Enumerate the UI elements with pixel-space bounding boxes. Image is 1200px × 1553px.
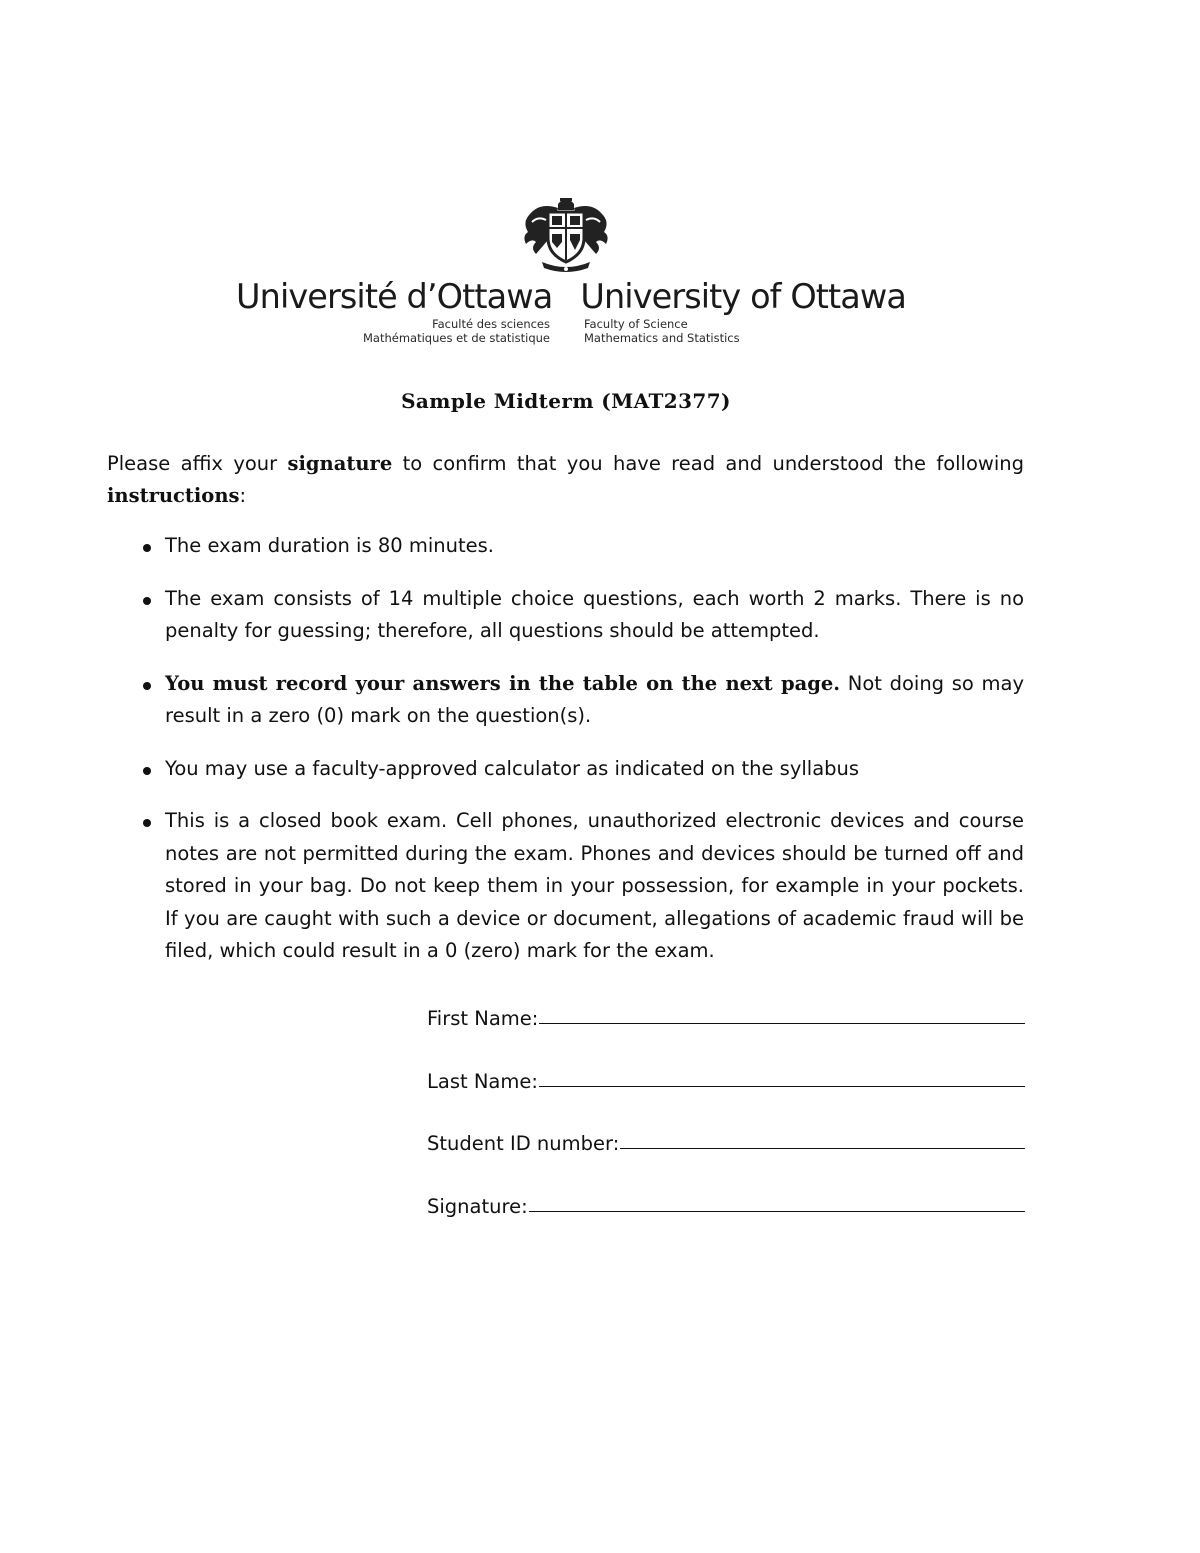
student-id-field[interactable]	[427, 1123, 1025, 1155]
intro-mid: to confirm that you have read and understood the following	[392, 452, 1024, 475]
department-en: Mathematics and Statistics	[584, 331, 740, 345]
faculty-fr-block	[330, 317, 550, 345]
student-id-label: Student ID number:	[427, 1132, 620, 1155]
department-fr: Mathématiques et de statistique	[363, 331, 550, 345]
signature-label: Signature:	[427, 1194, 528, 1218]
intro-bold-signature: signature	[287, 452, 393, 475]
instruction-bold-text: You must record your answers in the table on the next page.	[165, 671, 841, 695]
first-name-line[interactable]	[539, 1022, 1025, 1024]
intro-pre: Please affix your	[107, 452, 288, 475]
first-name-label: First Name:	[427, 1007, 539, 1030]
intro-bold-instructions: instructions	[107, 484, 240, 507]
student-id-line[interactable]	[620, 1147, 1025, 1149]
signature-line[interactable]	[529, 1210, 1025, 1212]
faculty-en-block	[584, 317, 804, 345]
last-name-line[interactable]	[539, 1085, 1025, 1087]
faculty-fr: Faculté des sciences	[432, 317, 550, 331]
last-name-label: Last Name:	[427, 1069, 538, 1093]
university-wordmark	[236, 272, 907, 320]
university-crest-icon	[518, 192, 614, 274]
first-name-field[interactable]	[427, 998, 1025, 1030]
instruction-item	[107, 530, 1024, 563]
student-info-fields	[427, 998, 1025, 1248]
last-name-field[interactable]	[427, 1061, 1025, 1093]
exam-title: Sample Midterm (MAT2377)	[401, 389, 731, 413]
instruction-text: Not doing so may result in a zero (0) mark on the question(s).	[165, 671, 1024, 727]
instruction-item	[107, 753, 1024, 786]
instruction-text: The exam consists of 14 multiple choice questions, each worth 2 marks. There is no penalty for guessing; therefore, all questions should be attempted.	[165, 586, 1024, 642]
instruction-item	[107, 805, 1024, 968]
university-name-fr: Université d’Ottawa	[236, 276, 553, 316]
instruction-text: You may use a faculty-approved calculator as indicated on the syllabus	[165, 756, 860, 780]
instruction-text: This is a closed book exam. Cell phones, unauthorized electronic devices and course notes are not permitted during the exam. Phones and devices should be turned off and stored in your bag. Do not keep them in your possession, for example in your pockets. If you are caught with such a device or document, allegations of academic fraud will be filed, which could result in a 0 (zero) mark for the exam.	[165, 809, 1024, 962]
intro-post: :	[239, 484, 247, 507]
instruction-item	[107, 583, 1024, 648]
instructions-list	[107, 530, 1024, 988]
instruction-text: The exam duration is 80 minutes.	[165, 534, 494, 557]
signature-field[interactable]	[427, 1186, 1025, 1218]
intro-paragraph	[107, 448, 1024, 512]
instruction-item	[107, 668, 1024, 733]
faculty-en: Faculty of Science	[584, 317, 688, 331]
university-name-en: University of Ottawa	[580, 276, 907, 316]
